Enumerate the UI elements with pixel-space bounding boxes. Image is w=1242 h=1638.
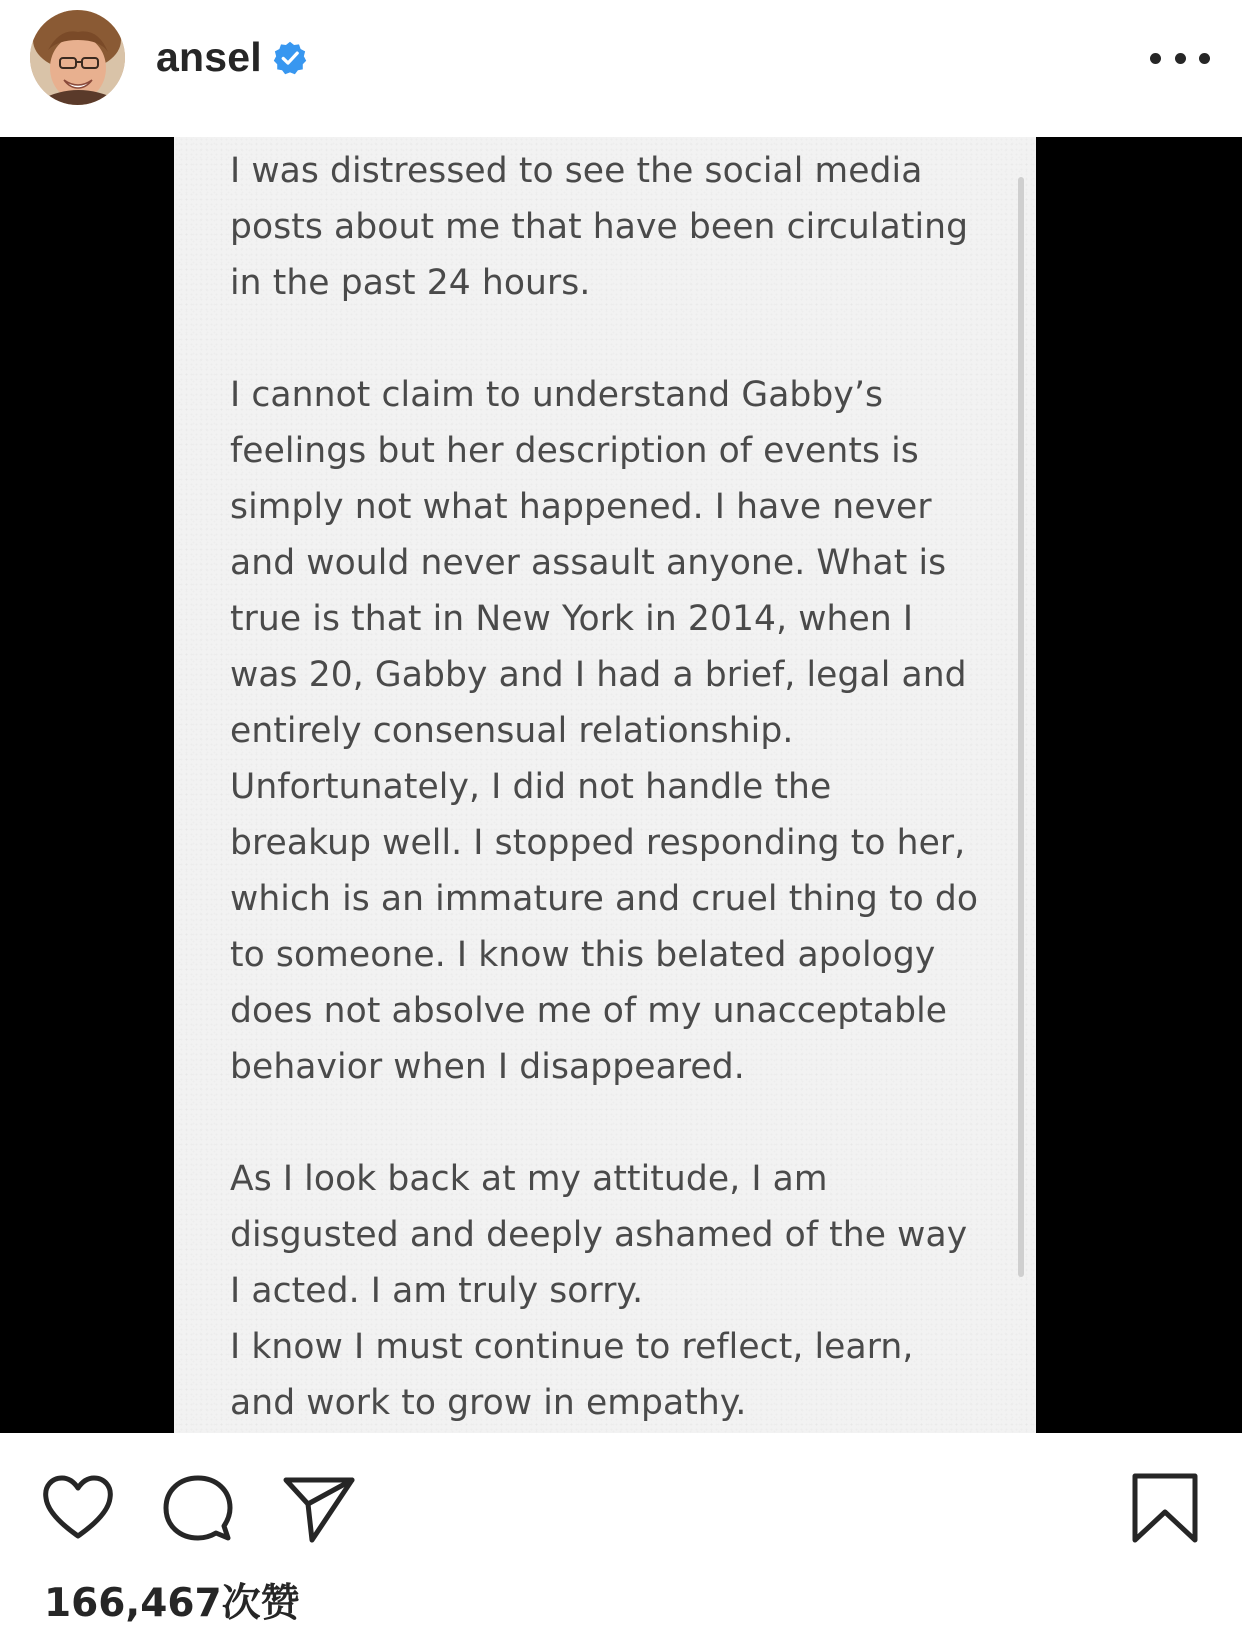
- statement-line: entirely consensual relationship.: [230, 711, 794, 751]
- post-header: [0, 0, 1242, 137]
- statement-line: I know I must continue to reflect, learn,: [230, 1327, 914, 1367]
- statement-line: I was distressed to see the social media: [230, 151, 923, 191]
- statement-line: in the past 24 hours.: [230, 263, 591, 303]
- statement-paragraph: [230, 1151, 1010, 1431]
- heart-icon: [38, 1468, 118, 1548]
- verified-badge-icon: [272, 40, 308, 76]
- statement-line: does not absolve me of my unacceptable: [230, 991, 948, 1031]
- username-link[interactable]: ansel: [156, 34, 262, 80]
- statement-line: Unfortunately, I did not handle the: [230, 767, 832, 807]
- statement-line: breakup well. I stopped responding to her,: [230, 823, 966, 863]
- paper-plane-icon: [278, 1468, 358, 1548]
- statement-line: As I look back at my attitude, I am: [230, 1159, 828, 1199]
- more-options-icon[interactable]: [1150, 40, 1210, 76]
- statement-line: disgusted and deeply ashamed of the way: [230, 1215, 968, 1255]
- paragraph-gap: [230, 1095, 1010, 1151]
- statement-line: I acted. I am truly sorry.: [230, 1271, 644, 1311]
- statement-text: [230, 143, 1010, 1431]
- statement-line: and work to grow in empathy.: [230, 1383, 747, 1423]
- user-avatar[interactable]: [30, 10, 125, 105]
- save-button[interactable]: [1125, 1468, 1205, 1548]
- likes-count[interactable]: 166,467次赞: [44, 1581, 300, 1626]
- statement-line: which is an immature and cruel thing to do: [230, 879, 979, 919]
- statement-line: was 20, Gabby and I had a brief, legal and: [230, 655, 967, 695]
- like-button[interactable]: [38, 1468, 118, 1548]
- comment-button[interactable]: [158, 1468, 238, 1548]
- statement-line: and would never assault anyone. What is: [230, 543, 947, 583]
- statement-line: I cannot claim to understand Gabby’s: [230, 375, 884, 415]
- statement-line: to someone. I know this belated apology: [230, 935, 936, 975]
- scrollbar: [1018, 177, 1024, 1277]
- avatar-image: [30, 10, 125, 105]
- paragraph-gap: [230, 311, 1010, 367]
- action-bar: [0, 1433, 1242, 1563]
- statement-paragraph: [230, 367, 1010, 1095]
- comment-bubble-icon: [158, 1468, 238, 1548]
- statement-line: behavior when I disappeared.: [230, 1047, 745, 1087]
- bookmark-icon: [1125, 1468, 1205, 1548]
- post-image[interactable]: [0, 137, 1242, 1433]
- notes-screenshot: [174, 137, 1036, 1433]
- statement-line: posts about me that have been circulating: [230, 207, 969, 247]
- statement-paragraph: [230, 143, 1010, 311]
- statement-line: simply not what happened. I have never: [230, 487, 932, 527]
- more-dot: [1199, 53, 1210, 64]
- more-dot: [1150, 53, 1161, 64]
- statement-line: true is that in New York in 2014, when I: [230, 599, 914, 639]
- more-dot: [1175, 53, 1186, 64]
- statement-line: feelings but her description of events is: [230, 431, 919, 471]
- share-button[interactable]: [278, 1468, 358, 1548]
